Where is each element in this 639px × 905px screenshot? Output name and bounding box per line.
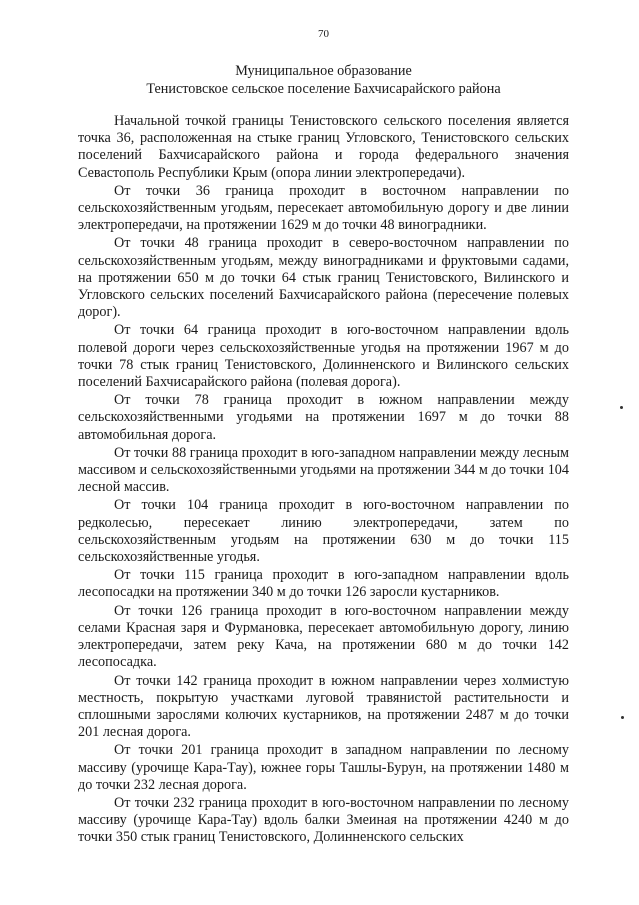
scan-speck bbox=[620, 406, 623, 409]
paragraph-1: Начальной точкой границы Тенистовского сельского поселения является точка 36, расположенная на стыке границ Угловского, Тенистовского сельских поселений Бахчисарайского района и города федерального значения Севастополь Республики Крым (опора линии электропередачи). bbox=[78, 113, 569, 181]
page-number: 70 bbox=[318, 28, 329, 40]
paragraph-8: От точки 115 граница проходит в юго-западном направлении вдоль лесопосадки на протяжении 340 м до точки 126 заросли кустарников. bbox=[78, 567, 569, 601]
paragraph-2: От точки 36 граница проходит в восточном направлении по сельскохозяйственным угодьям, пересекает автомобильную дорогу и две линии электропередачи, на протяжении 1629 м до точки 48 виноградники. bbox=[78, 182, 569, 234]
paragraph-3: От точки 48 граница проходит в северо-восточном направлении по сельскохозяйственным угодьям, между виноградниками и фруктовыми садами, на протяжении 650 м до точки 64 стык границ Тенистовского, Вилинского и Угловского сельских поселений Бахчисарайского района (пересечение полевых дорог). bbox=[78, 235, 569, 321]
scan-speck bbox=[621, 716, 624, 719]
paragraph-9: От точки 126 граница проходит в юго-восточном направлении между селами Красная заря и Фурмановка, пересекает автомобильную дорогу, линию электропередачи, затем реку Кача, на протяжении 680 м до точки 142 лесопосадка. bbox=[78, 602, 569, 671]
heading-line-2: Тенистовское сельское поселение Бахчисарайского района bbox=[146, 81, 501, 97]
paragraph-7: От точки 104 граница проходит в юго-восточном направлении по редколесью, пересекает линию электропередачи, затем по сельскохозяйственным угодьям на протяжении 630 м до точки 115 сельскохозяйственные угодья. bbox=[78, 497, 569, 566]
document-body bbox=[78, 113, 569, 847]
paragraph-10: От точки 142 граница проходит в южном направлении через холмистую местность, покрытую участками луговой травянистой растительности и сплошными зарослями колючих кустарников, на протяжении 2487 м до точки 201 лесная дорога. bbox=[78, 672, 569, 741]
paragraph-4: От точки 64 граница проходит в юго-восточном направлении вдоль полевой дороги через сельскохозяйственные угодья на протяжении 1967 м до точки 78 стык границ Тенистовского, Долинненского и Вилинского сельских поселений Бахчисарайского района (полевая дорога). bbox=[78, 322, 569, 391]
paragraph-6: От точки 88 граница проходит в юго-западном направлении между лесным массивом и сельскохозяйственными угодьями на протяжении 344 м до точки 104 лесной массив. bbox=[78, 444, 569, 496]
paragraph-11: От точки 201 граница проходит в западном направлении по лесному массиву (урочище Кара-Тау), южнее горы Ташлы-Бурун, на протяжении 1480 м до точки 232 лесная дорога. bbox=[78, 742, 569, 793]
paragraph-12: От точки 232 граница проходит в юго-восточном направлении по лесному массиву (урочище Кара-Тау) вдоль балки Змеиная на протяжении 4240 м до точки 350 стык границ Тенистовского, Долинненского сельских bbox=[78, 794, 569, 846]
paragraph-5: От точки 78 граница проходит в южном направлении между сельскохозяйственными угодьями на протяжении 1697 м до точки 88 автомобильная дорога. bbox=[78, 392, 569, 443]
heading-line-1: Муниципальное образование bbox=[235, 63, 412, 79]
document-heading bbox=[78, 62, 569, 98]
